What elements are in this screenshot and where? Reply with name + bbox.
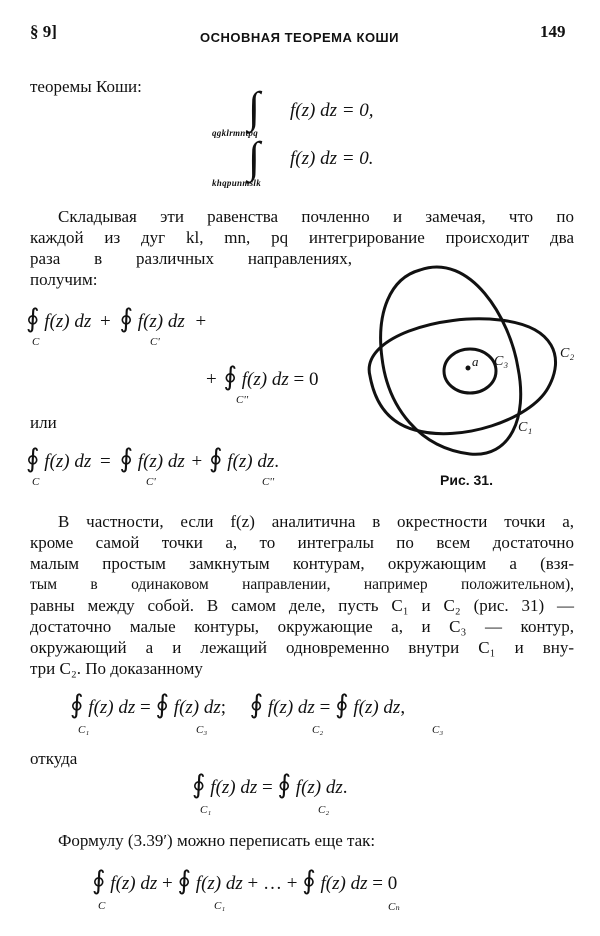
- period: .: [342, 777, 348, 798]
- para1-line2: каждой из дуг kl, mn, pq интегрирование происходит два: [30, 228, 574, 247]
- formula-text: Формулу (3.39′) можно переписать еще так:: [58, 831, 376, 850]
- contour-integral-sign: ∮: [177, 866, 192, 895]
- sum-equation-row2: [206, 362, 318, 392]
- contour-label-c2: C'': [262, 476, 275, 488]
- contour-label-c1: C₁: [78, 724, 90, 736]
- integrand: f(z) dz: [137, 451, 185, 472]
- contour-integral-sign: ∮: [223, 362, 238, 391]
- plus-sign: +: [206, 369, 217, 390]
- para1-line1: Складывая эти равенства почленно и замечая, что по: [58, 207, 574, 226]
- equals-zero: = 0: [293, 369, 319, 390]
- contour-integral-sign: ∮: [92, 866, 106, 895]
- equals-sign: =: [319, 697, 331, 718]
- integrand: f(z) dz: [173, 697, 221, 718]
- or-word: или: [30, 413, 57, 432]
- contour-integral-sign: ∮: [192, 770, 206, 799]
- path-label-1: qgklrmntpq: [212, 128, 259, 138]
- semicolon: ;: [220, 697, 227, 718]
- integrand: f(z) dz: [195, 873, 243, 894]
- path-label-2: khqpunmslk: [212, 178, 262, 188]
- contour-integral-sign: ∮: [70, 690, 84, 719]
- final-pair-equation: [192, 770, 348, 800]
- figure-label-c1: C₁: [518, 420, 533, 435]
- plus-sign: +: [100, 311, 111, 332]
- contour-integral-sign: ∮: [155, 690, 170, 719]
- integral-sign: ∫: [248, 133, 261, 182]
- sum-equation-row1: [26, 304, 206, 334]
- point-a: [466, 366, 471, 371]
- intro-text: теоремы Коши:: [30, 77, 142, 96]
- prove-equation: [70, 690, 405, 720]
- contour-label-c1: C': [146, 476, 156, 488]
- contour-label-c1: C': [150, 336, 160, 348]
- running-title: ОСНОВНАЯ ТЕОРЕМА КОШИ: [200, 30, 399, 45]
- otkuda-word: откуда: [30, 749, 78, 768]
- contour-c3: [444, 349, 496, 393]
- para2-line1: В частности, если f(z) аналитична в окрестности точки a,: [58, 512, 574, 531]
- para2-line3: малым простым замкнутым контурам, окружающим a (взя-: [30, 554, 574, 573]
- para2-line2: кроме самой точки a, то интегралы по всем достаточно: [30, 533, 574, 552]
- equals-zero: = 0: [372, 873, 398, 894]
- figure-caption: Рис. 31.: [440, 472, 493, 488]
- cauchy-equations: [208, 83, 428, 196]
- para1-line4: получим:: [30, 270, 98, 289]
- contour-label-c: C: [32, 476, 40, 488]
- contour-c2: [369, 319, 555, 434]
- para2-line4: тым в одинаковом направлении, например положительном),: [30, 576, 574, 593]
- contour-integral-sign: ∮: [26, 304, 40, 333]
- contour-integral-sign: ∮: [119, 444, 134, 473]
- section-number: § 9]: [30, 22, 57, 41]
- integrand: f(z) dz: [88, 697, 136, 718]
- contour-integral-sign: ∮: [26, 444, 40, 473]
- integrand: f(z) dz: [210, 777, 258, 798]
- para2-line5: равны между собой. В самом деле, пусть C₁ и C₂ (рис. 31) —: [30, 596, 574, 615]
- sum-equation-row3: ∮ f(z) dz = ∮ f(z) dz + ∮ f(z) dz.: [26, 444, 280, 473]
- equals-sign: =: [100, 451, 111, 472]
- contour-label-c1: C₁: [200, 804, 212, 816]
- figure-label-c2: C₂: [560, 346, 575, 361]
- contour-integral-sign: ∮: [277, 770, 292, 799]
- plus-sign: +: [191, 451, 203, 472]
- plus-sign: +: [195, 311, 207, 332]
- contour-integral-sign: ∮: [335, 690, 349, 719]
- equation-line-2: f(z) dz = 0.: [290, 148, 374, 169]
- figure-label-a: a: [472, 354, 479, 369]
- integrand: f(z) dz: [353, 697, 401, 718]
- equals-sign: =: [140, 697, 151, 718]
- contour-label-c2: C₂: [318, 804, 330, 816]
- contour-label-c1: C₁: [214, 900, 226, 912]
- integrand: f(z) dz: [137, 311, 185, 332]
- equals-sign: =: [262, 777, 273, 798]
- contour-integral-sign: ∮: [119, 304, 134, 333]
- integrand: f(z) dz: [110, 873, 158, 894]
- contour-label-cn: Cₙ: [388, 901, 400, 913]
- contour-integral-sign: ∮: [209, 444, 223, 473]
- contour-label-c2: C'': [236, 394, 249, 406]
- ellipsis: + … +: [247, 873, 298, 894]
- figure-label-c3: C₃: [494, 354, 509, 369]
- contour-label-c: C: [32, 336, 40, 348]
- integrand: f(z) dz: [241, 369, 289, 390]
- contour-integral-sign: ∮: [302, 866, 316, 895]
- equation-line-1: f(z) dz = 0,: [290, 100, 374, 121]
- integral-sign: ∫: [248, 83, 261, 132]
- last-equation: [92, 866, 397, 896]
- page-number: 149: [540, 22, 566, 41]
- contour-label-c3: C₃: [196, 724, 208, 736]
- integrand: f(z) dz: [44, 311, 92, 332]
- para1-line3: раза в различных направлениях,: [30, 249, 352, 268]
- para2-line7: окружающий a и лежащий одновременно внутри C₁ и вну-: [30, 638, 574, 657]
- contour-label-c2: C₂: [312, 724, 324, 736]
- contour-integral-sign: ∮: [249, 690, 264, 719]
- integrand: f(z) dz: [320, 873, 368, 894]
- contour-label-c: C: [98, 900, 106, 912]
- integrand: f(z) dz: [267, 697, 315, 718]
- integrand: f(z) dz: [295, 777, 343, 798]
- integrand: f(z) dz: [44, 451, 92, 472]
- para2-line8: три C₂. По доказанному: [30, 659, 203, 678]
- comma: ,: [400, 697, 406, 718]
- integrand: f(z) dz: [227, 451, 275, 472]
- plus-sign: +: [162, 873, 173, 894]
- contour-label-c3: C₃: [432, 724, 444, 736]
- para2-line6: достаточно малые контуры, окружающие a, и C₃ — контур,: [30, 617, 574, 636]
